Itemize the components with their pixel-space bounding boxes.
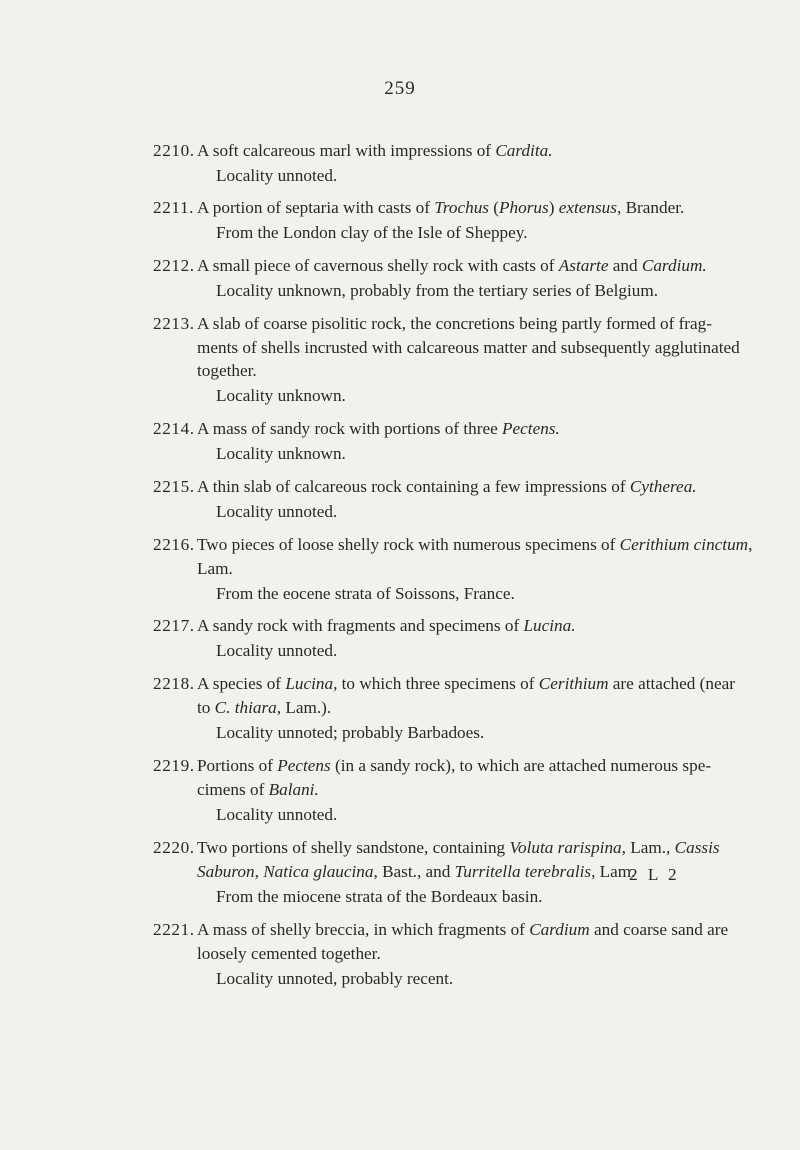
entry-text: Lam. [197,559,233,578]
entry-text: Two portions of shelly sandstone, containing Voluta rarispina, Lam., Cassis [197,838,720,857]
entry-number: 2213. [153,314,195,333]
entry-number: 2219. [153,756,195,775]
entry-text: A thin slab of calcareous rock containing a few impressions of Cytherea. [197,477,697,496]
entry-text: A mass of shelly breccia, in which fragments of Cardium and coarse sand are [197,920,729,939]
entry-locality: From the eocene strata of Soissons, France. [216,584,515,603]
entry-text: A slab of coarse pisolitic rock, the concretions being partly formed of frag- [197,314,712,333]
entry-number: 2215. [153,477,195,496]
entry-locality: Locality unnoted. [216,166,338,185]
entry-text: Two pieces of loose shelly rock with numerous specimens of Cerithium cinctum, [197,535,753,554]
entry-number: 2221. [153,920,195,939]
entry-number: 2211. [153,198,195,217]
entry-locality: Locality unknown, probably from the tertiary series of Belgium. [216,281,658,300]
entry-text: Portions of Pectens (in a sandy rock), to which are attached numerous spe- [197,756,712,775]
entry-locality: From the London clay of the Isle of Sheppey. [216,223,528,242]
entry-number: 2218. [153,674,195,693]
entry-locality: Locality unnoted, probably recent. [216,969,454,988]
entry-locality: Locality unknown. [216,444,346,463]
entry-text: A soft calcareous marl with impressions of Cardita. [197,141,553,160]
entry-locality: Locality unnoted. [216,805,338,824]
entry-text: Saburon, Natica glaucina, Bast., and Turritella terebralis, Lam. [197,862,636,881]
entry-text: A mass of sandy rock with portions of three Pectens. [197,419,560,438]
entry-number: 2220. [153,838,195,857]
entry-number: 2214. [153,419,195,438]
entry-locality: From the miocene strata of the Bordeaux basin. [216,887,543,906]
entry-text: together. [197,361,257,380]
signature-mark: 2 L 2 [629,865,680,884]
entry-text: cimens of Balani. [197,780,319,799]
entry-number: 2212. [153,256,195,275]
entry-number: 2210. [153,141,195,160]
entry-text: A species of Lucina, to which three specimens of Cerithium are attached (near [197,674,735,693]
page-number: 259 [384,78,416,99]
entry-text: loosely cemented together. [197,944,381,963]
entry-locality: Locality unnoted. [216,502,338,521]
entry-locality: Locality unnoted; probably Barbadoes. [216,723,485,742]
entry-text: to C. thiara, Lam.). [197,698,332,717]
entry-locality: Locality unnoted. [216,641,338,660]
entry-text: ments of shells incrusted with calcareous matter and subsequently agglutinated [197,338,740,357]
entry-text: A small piece of cavernous shelly rock with casts of Astarte and Cardium. [197,256,707,275]
entry-number: 2217. [153,616,195,635]
entry-locality: Locality unknown. [216,386,346,405]
entry-text: A portion of septaria with casts of Trochus (Phorus) extensus, Brander. [197,198,685,217]
entry-number: 2216. [153,535,195,554]
entry-text: A sandy rock with fragments and specimens of Lucina. [197,616,576,635]
